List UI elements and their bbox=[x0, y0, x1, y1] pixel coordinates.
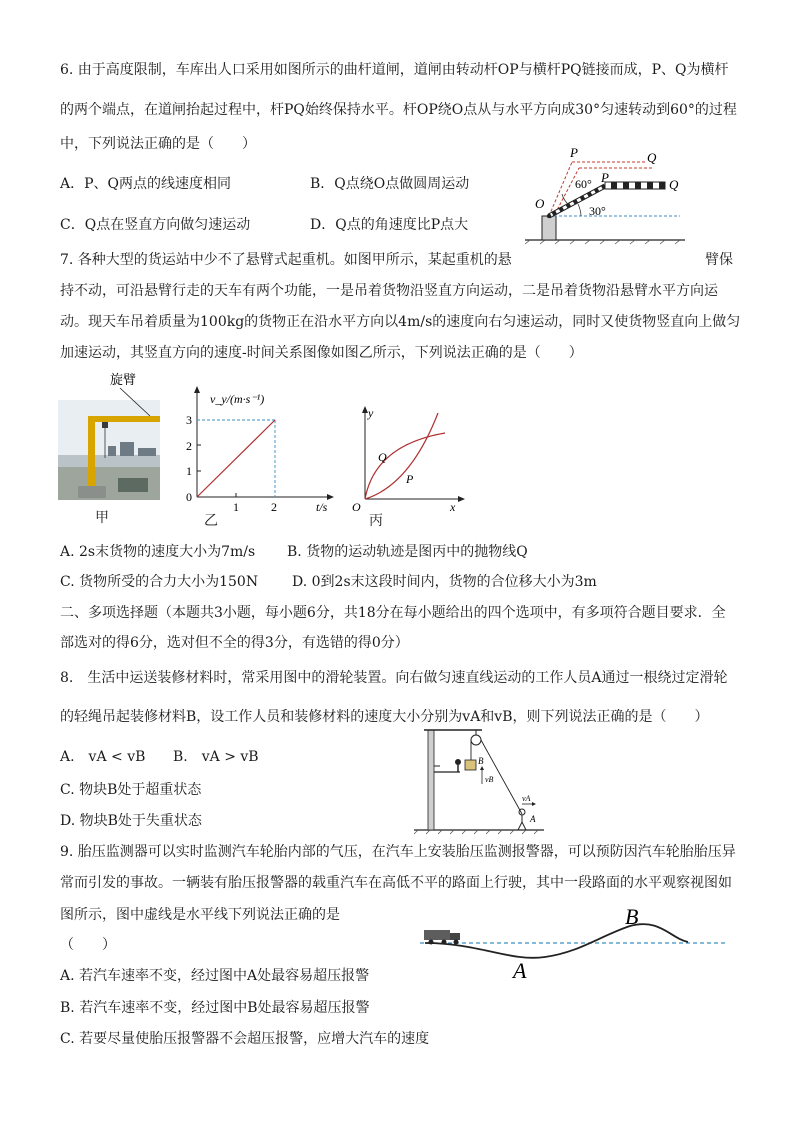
q7-graph-tick-x1: 1 bbox=[233, 500, 239, 514]
q7-stem-line1a: 7. 各种大型的货运站中少不了悬臂式起重机。如图甲所示，某起重机的悬 bbox=[60, 252, 512, 268]
q7-stem-line1b: 臂保 bbox=[705, 252, 733, 268]
q8-stem-line2: 的轻绳吊起装修材料B，设工作人员和装修材料的速度大小分别为vA和vB，则下列说法正确的是（ ） bbox=[60, 709, 709, 725]
q6-label-q: Q bbox=[669, 177, 679, 192]
q7-traj-label-p: P bbox=[406, 472, 414, 486]
q9-road-figure bbox=[420, 902, 730, 982]
q6-option-c: C．Q点在竖直方向做匀速运动 bbox=[60, 217, 251, 233]
q7-traj-ylabel: y bbox=[368, 406, 374, 420]
q7-graph-xlabel: t/s bbox=[316, 500, 328, 514]
q7-caption-jia: 甲 bbox=[95, 510, 109, 526]
q7-traj-origin: O bbox=[352, 500, 361, 514]
q6-option-d: D．Q点的角速度比P点大 bbox=[310, 217, 469, 233]
q7-stem-line4: 加速运动，其竖直方向的速度-时间关系图像如图乙所示，下列说法正确的是（ ） bbox=[60, 345, 583, 361]
q7-vt-graph bbox=[182, 385, 342, 515]
section2-heading-line1: 二、多项选择题（本题共3小题，每小题6分，共18分在每小题给出的四个选项中，有多项符合题目要求．全 bbox=[60, 605, 726, 621]
q9-option-c: C. 若要尽量使胎压报警器不会超压报警，应增大汽车的速度 bbox=[60, 1031, 430, 1047]
q7-graph-ylabel: v_y/(m·s⁻¹) bbox=[210, 392, 265, 406]
q6-option-a: A．P、Q两点的线速度相同 bbox=[60, 176, 232, 192]
q7-stem-line3: 动。现天车吊着质量为100kg的货物正在沿水平方向以4m/s的速度向右匀速运动，同时又使货物竖直向上做匀 bbox=[60, 314, 741, 330]
q7-caption-yi: 乙 bbox=[204, 513, 218, 529]
q8-label-vb: vB bbox=[485, 775, 494, 784]
q7-graph-tick-origin: 0 bbox=[186, 490, 192, 504]
q7-traj-label-q: Q bbox=[378, 450, 387, 464]
q6-label-60: 60° bbox=[575, 177, 592, 191]
q7-graph-tick-y2: 2 bbox=[186, 439, 192, 453]
q6-label-q-top: Q bbox=[647, 150, 657, 165]
q7-graph-tick-y1: 1 bbox=[186, 464, 192, 478]
q8-stem-line1: 8. 生活中运送装修材料时，常采用图中的滑轮装置。向右做匀速直线运动的工作人员A通过一根绕过定滑轮 bbox=[60, 670, 728, 686]
q8-option-b: B. vA > vB bbox=[173, 749, 259, 765]
q7-label-xuanbi: 旋臂 bbox=[110, 372, 137, 387]
q6-label-p: P bbox=[601, 170, 609, 185]
q6-stem-line3: 中，下列说法正确的是（ ） bbox=[60, 136, 256, 152]
q7-stem-line2: 持不动，可沿悬臂行走的天车有两个功能，一是吊着货物沿竖直方向运动，二是吊着货物沿悬臂水平方向运 bbox=[60, 283, 718, 299]
q7-caption-bing: 丙 bbox=[369, 513, 383, 529]
q6-label-p-top: P bbox=[570, 145, 578, 160]
q8-option-c: C. 物块B处于超重状态 bbox=[60, 782, 202, 798]
q6-gate-figure bbox=[525, 140, 690, 245]
q9-option-b: B. 若汽车速率不变，经过图中B处最容易超压报警 bbox=[60, 1000, 370, 1016]
q9-stem-line1: 9. 胎压监测器可以实时监测汽车轮胎内部的气压，在汽车上安装胎压监测报警器，可以预防因汽车轮胎胎压异 bbox=[60, 844, 736, 860]
q7-graph-tick-x2: 2 bbox=[271, 500, 277, 514]
q7-option-a: A. 2s末货物的速度大小为7m/s bbox=[60, 544, 256, 560]
q9-stem-line2: 常而引发的事故。一辆装有胎压报警器的载重汽车在高低不平的路面上行驶，其中一段路面的水平观察视图如 bbox=[60, 875, 732, 891]
q6-option-b: B．Q点绕O点做圆周运动 bbox=[310, 176, 470, 192]
q9-label-a: A bbox=[513, 958, 527, 982]
q8-option-d: D. 物块B处于失重状态 bbox=[60, 813, 202, 829]
q9-stem-line4: （ ） bbox=[60, 937, 116, 953]
q6-label-o: O bbox=[535, 196, 545, 211]
q7-crane-photo bbox=[58, 370, 168, 502]
q9-label-b: B bbox=[625, 904, 639, 929]
q6-stem-line2: 的两个端点，在道闸抬起过程中，杆PQ始终保持水平。杆OP绕O点从与水平方向成30°匀速转动到60°的过程 bbox=[60, 102, 737, 118]
q7-graph-tick-y3: 3 bbox=[186, 413, 192, 427]
q6-stem-line1: 6. 由于高度限制，车库出人口采用如图所示的曲杆道闸，道闸由转动杆OP与横杆PQ链接而成，P、Q为横杆 bbox=[60, 62, 729, 78]
q6-label-30: 30° bbox=[589, 204, 606, 218]
q7-traj-xlabel: x bbox=[450, 500, 456, 514]
q9-stem-line3: 图所示，图中虚线是水平线下列说法正确的是 bbox=[60, 907, 340, 923]
q7-option-b: B. 货物的运动轨迹是图丙中的抛物线Q bbox=[287, 544, 528, 560]
q7-option-d: D. 0到2s末这段时间内，货物的合位移大小为3m bbox=[292, 574, 597, 590]
q8-label-va: vA bbox=[522, 794, 531, 803]
q7-option-c: C. 货物所受的合力大小为150N bbox=[60, 574, 259, 590]
q8-option-a: A. vA < vB bbox=[60, 749, 146, 765]
q9-option-a: A. 若汽车速率不变，经过图中A处最容易超压报警 bbox=[60, 968, 370, 984]
q8-pulley-figure bbox=[410, 726, 548, 836]
section2-heading-line2: 部选对的得6分，选对但不全的得3分，有选错的得0分） bbox=[60, 635, 409, 651]
q8-label-b: B bbox=[478, 756, 484, 766]
q8-label-a: A bbox=[530, 814, 536, 824]
q7-trajectory-graph bbox=[350, 405, 470, 515]
